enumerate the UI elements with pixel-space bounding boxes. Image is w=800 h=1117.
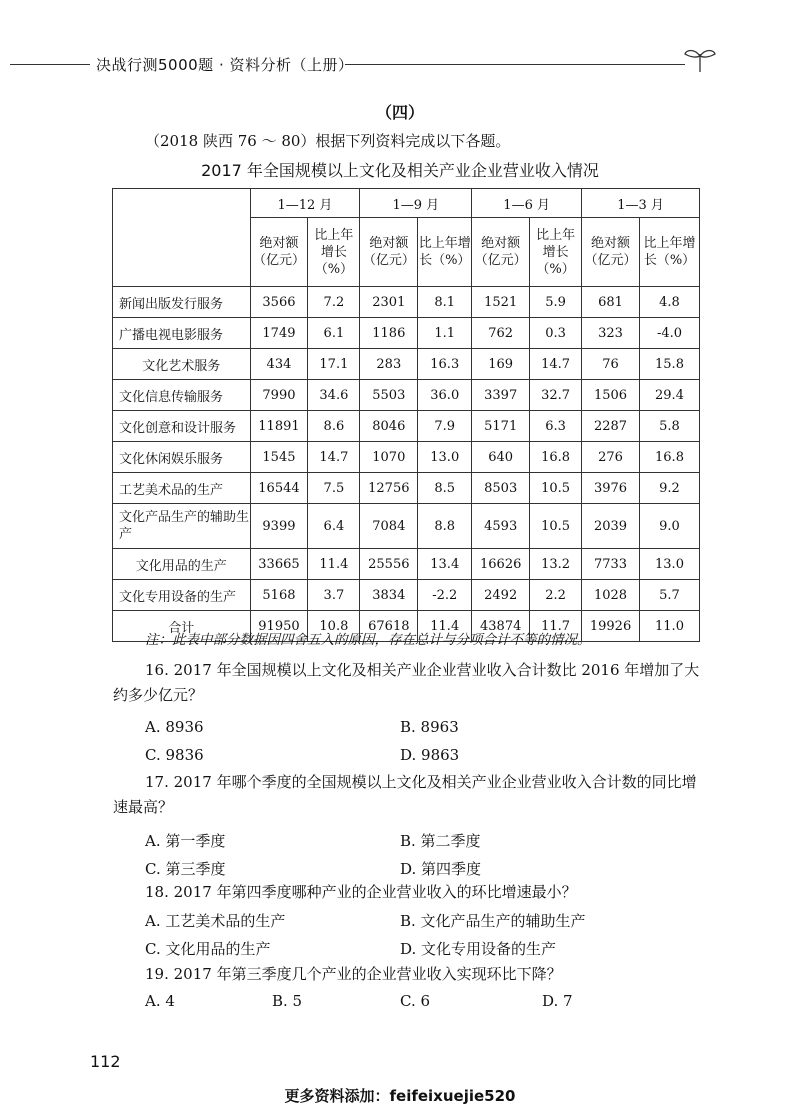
answer-option[interactable]: A. 工艺美术品的生产 — [145, 912, 286, 930]
abs-header: 绝对额（亿元） — [360, 218, 418, 287]
growth-value-cell: 8.8 — [418, 504, 472, 549]
header-rule-right — [345, 64, 685, 65]
running-header — [0, 50, 800, 78]
growth-header: 比上年增长（%） — [418, 218, 472, 287]
abs-value-cell: 7990 — [250, 380, 308, 411]
growth-value-cell: 10.5 — [530, 504, 582, 549]
growth-value-cell: 16.8 — [530, 442, 582, 473]
growth-value-cell: 36.0 — [418, 380, 472, 411]
abs-value-cell: 5503 — [360, 380, 418, 411]
growth-value-cell: 6.4 — [308, 504, 360, 549]
growth-value-cell: 10.8 — [308, 611, 360, 642]
abs-value-cell: 762 — [472, 318, 530, 349]
abs-value-cell: 1028 — [582, 580, 640, 611]
abs-value-cell: 4593 — [472, 504, 530, 549]
growth-header: 比上年增长（%） — [308, 218, 360, 287]
answer-option[interactable]: B. 5 — [272, 992, 303, 1010]
abs-value-cell: 2039 — [582, 504, 640, 549]
abs-value-cell: 12756 — [360, 473, 418, 504]
table-row — [113, 318, 700, 349]
abs-value-cell: 1070 — [360, 442, 418, 473]
row-label: 工艺美术品的生产 — [113, 473, 251, 504]
growth-value-cell: 11.0 — [640, 611, 700, 642]
abs-value-cell: 3976 — [582, 473, 640, 504]
period-header: 1—9 月 — [360, 189, 472, 218]
row-label: 广播电视电影服务 — [113, 318, 251, 349]
question-text: 17. 2017 年哪个季度的全国规模以上文化及相关产业企业营业收入合计数的同比增速最高？ — [113, 773, 697, 816]
section-title: （四） — [375, 103, 424, 122]
growth-header: 比上年增长（%） — [640, 218, 700, 287]
header-rule-left — [10, 64, 90, 65]
growth-value-cell: 4.8 — [640, 287, 700, 318]
abs-value-cell: 1545 — [250, 442, 308, 473]
period-header: 1—3 月 — [582, 189, 700, 218]
growth-value-cell: 5.8 — [640, 411, 700, 442]
answer-option[interactable]: C. 文化用品的生产 — [145, 940, 271, 958]
answer-option[interactable]: A. 第一季度 — [145, 832, 226, 850]
growth-value-cell: 9.2 — [640, 473, 700, 504]
growth-value-cell: 13.4 — [418, 549, 472, 580]
abs-value-cell: 9399 — [250, 504, 308, 549]
abs-value-cell: 3566 — [250, 287, 308, 318]
table-row — [113, 287, 700, 318]
answer-option[interactable]: C. 9836 — [145, 746, 204, 764]
abs-header: 绝对额（亿元） — [250, 218, 308, 287]
growth-value-cell: 7.9 — [418, 411, 472, 442]
row-label: 文化信息传输服务 — [113, 380, 251, 411]
growth-header: 比上年增长（%） — [530, 218, 582, 287]
table-row — [113, 380, 700, 411]
growth-value-cell: 29.4 — [640, 380, 700, 411]
growth-value-cell: 13.0 — [418, 442, 472, 473]
corner-cell — [113, 189, 251, 287]
abs-value-cell: 681 — [582, 287, 640, 318]
abs-value-cell: 2492 — [472, 580, 530, 611]
answer-option[interactable]: C. 6 — [400, 992, 431, 1010]
growth-value-cell: 11.4 — [308, 549, 360, 580]
growth-value-cell: 6.1 — [308, 318, 360, 349]
table-row — [113, 411, 700, 442]
abs-value-cell: 1749 — [250, 318, 308, 349]
growth-value-cell: 11.4 — [418, 611, 472, 642]
growth-value-cell: 13.2 — [530, 549, 582, 580]
table-row — [113, 580, 700, 611]
abs-value-cell: 67618 — [360, 611, 418, 642]
abs-value-cell: 283 — [360, 349, 418, 380]
page-number: 112 — [90, 1052, 121, 1071]
table-row — [113, 504, 700, 549]
growth-value-cell: 16.3 — [418, 349, 472, 380]
table-note: 注：此表中部分数据因四舍五入的原因，存在总计与分项合计不等的情况。 — [145, 632, 591, 648]
abs-value-cell: 33665 — [250, 549, 308, 580]
growth-value-cell: 15.8 — [640, 349, 700, 380]
growth-value-cell: 5.7 — [640, 580, 700, 611]
period-header: 1—6 月 — [472, 189, 582, 218]
question-text: 18. 2017 年第四季度哪种产业的企业营业收入的环比增速最小？ — [145, 883, 577, 901]
header-title: 决战行测5000题 · 资料分析（上册） — [96, 56, 354, 74]
row-label: 文化用品的生产 — [113, 549, 251, 580]
table-title: 2017 年全国规模以上文化及相关产业企业营业收入情况 — [201, 161, 599, 180]
abs-value-cell: 8046 — [360, 411, 418, 442]
abs-value-cell: 276 — [582, 442, 640, 473]
period-header: 1—12 月 — [250, 189, 360, 218]
answer-option[interactable]: D. 9863 — [400, 746, 460, 764]
growth-value-cell: 9.0 — [640, 504, 700, 549]
abs-value-cell: 91950 — [250, 611, 308, 642]
table-row — [113, 349, 700, 380]
abs-value-cell: 11891 — [250, 411, 308, 442]
abs-value-cell: 1521 — [472, 287, 530, 318]
row-label: 文化艺术服务 — [113, 349, 251, 380]
growth-value-cell: 7.2 — [308, 287, 360, 318]
answer-option[interactable]: B. 8963 — [400, 718, 459, 736]
row-label: 新闻出版发行服务 — [113, 287, 251, 318]
growth-value-cell: 2.2 — [530, 580, 582, 611]
abs-value-cell: 323 — [582, 318, 640, 349]
abs-value-cell: 16626 — [472, 549, 530, 580]
answer-option[interactable]: D. 7 — [542, 992, 573, 1010]
table-row — [113, 442, 700, 473]
growth-value-cell: 10.5 — [530, 473, 582, 504]
answer-option[interactable]: A. 8936 — [145, 718, 204, 736]
abs-value-cell: 8503 — [472, 473, 530, 504]
abs-value-cell: 7084 — [360, 504, 418, 549]
abs-value-cell: 1506 — [582, 380, 640, 411]
sprout-icon — [682, 44, 718, 74]
abs-value-cell: 2287 — [582, 411, 640, 442]
growth-value-cell: 16.8 — [640, 442, 700, 473]
answer-option[interactable]: D. 文化专用设备的生产 — [400, 940, 557, 958]
growth-value-cell: 14.7 — [530, 349, 582, 380]
growth-value-cell: 1.1 — [418, 318, 472, 349]
abs-value-cell: 7733 — [582, 549, 640, 580]
abs-value-cell: 5171 — [472, 411, 530, 442]
answer-option[interactable]: D. 第四季度 — [400, 860, 482, 878]
abs-value-cell: 434 — [250, 349, 308, 380]
abs-header: 绝对额（亿元） — [582, 218, 640, 287]
row-label: 合计 — [113, 611, 251, 642]
answer-option[interactable]: A. 4 — [145, 992, 175, 1010]
revenue-table — [112, 188, 700, 642]
abs-value-cell: 43874 — [472, 611, 530, 642]
row-label: 文化休闲娱乐服务 — [113, 442, 251, 473]
growth-value-cell: 17.1 — [308, 349, 360, 380]
footer-text: 更多资料添加：feifeixuejie520 — [284, 1087, 516, 1105]
abs-value-cell: 3397 — [472, 380, 530, 411]
row-label: 文化创意和设计服务 — [113, 411, 251, 442]
growth-value-cell: 3.7 — [308, 580, 360, 611]
answer-option[interactable]: B. 第二季度 — [400, 832, 481, 850]
growth-value-cell: -4.0 — [640, 318, 700, 349]
answer-option[interactable]: B. 文化产品生产的辅助生产 — [400, 912, 586, 930]
abs-value-cell: 1186 — [360, 318, 418, 349]
growth-value-cell: 8.1 — [418, 287, 472, 318]
abs-value-cell: 76 — [582, 349, 640, 380]
growth-value-cell: 5.9 — [530, 287, 582, 318]
abs-value-cell: 25556 — [360, 549, 418, 580]
growth-value-cell: 13.0 — [640, 549, 700, 580]
abs-value-cell: 3834 — [360, 580, 418, 611]
abs-value-cell: 640 — [472, 442, 530, 473]
intro-text: （2018 陕西 76 ～ 80）根据下列资料完成以下各题。 — [145, 132, 511, 150]
abs-value-cell: 19926 — [582, 611, 640, 642]
row-label: 文化专用设备的生产 — [113, 580, 251, 611]
growth-value-cell: 8.5 — [418, 473, 472, 504]
growth-value-cell: 32.7 — [530, 380, 582, 411]
abs-value-cell: 2301 — [360, 287, 418, 318]
abs-value-cell: 16544 — [250, 473, 308, 504]
answer-option[interactable]: C. 第三季度 — [145, 860, 226, 878]
growth-value-cell: 7.5 — [308, 473, 360, 504]
table-row — [113, 473, 700, 504]
growth-value-cell: 14.7 — [308, 442, 360, 473]
growth-value-cell: 8.6 — [308, 411, 360, 442]
question-text: 19. 2017 年第三季度几个产业的企业营业收入实现环比下降？ — [145, 965, 562, 983]
growth-value-cell: 34.6 — [308, 380, 360, 411]
question-text: 16. 2017 年全国规模以上文化及相关产业企业营业收入合计数比 2016 年增加了大约多少亿元？ — [113, 661, 700, 704]
abs-value-cell: 5168 — [250, 580, 308, 611]
growth-value-cell: 0.3 — [530, 318, 582, 349]
abs-header: 绝对额（亿元） — [472, 218, 530, 287]
row-label: 文化产品生产的辅助生产 — [113, 504, 251, 549]
abs-value-cell: 169 — [472, 349, 530, 380]
growth-value-cell: 11.7 — [530, 611, 582, 642]
table-row — [113, 549, 700, 580]
growth-value-cell: -2.2 — [418, 580, 472, 611]
growth-value-cell: 6.3 — [530, 411, 582, 442]
